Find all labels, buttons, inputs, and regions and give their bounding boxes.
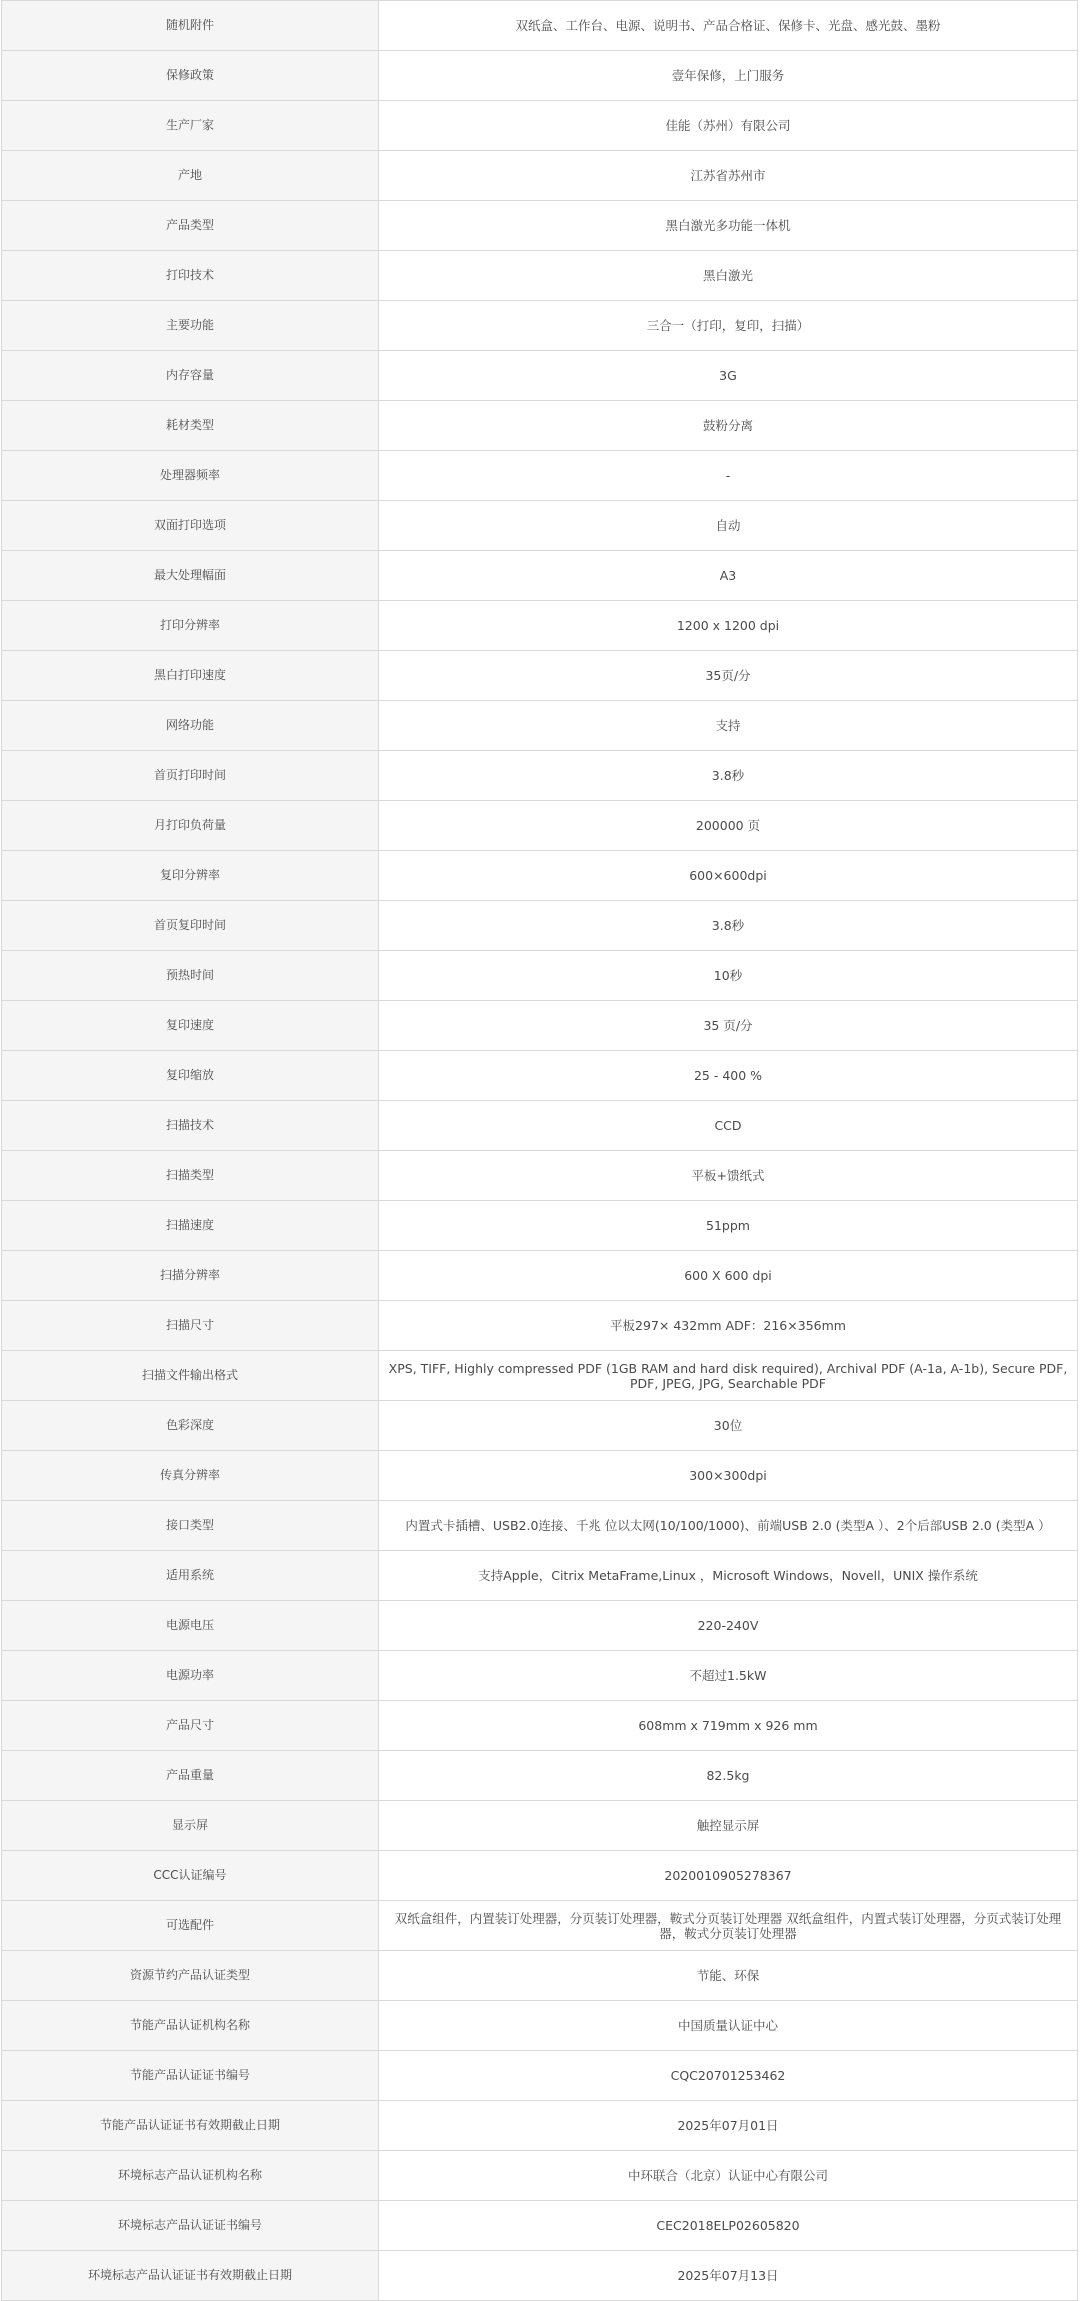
spec-row <box>2 801 1078 851</box>
spec-row <box>2 651 1078 701</box>
spec-row <box>2 1401 1078 1451</box>
spec-row <box>2 551 1078 601</box>
spec-label: 扫描类型 <box>2 1151 379 1201</box>
spec-row <box>2 2051 1078 2101</box>
spec-row <box>2 601 1078 651</box>
spec-row <box>2 201 1078 251</box>
spec-row <box>2 751 1078 801</box>
spec-value: 支持 <box>379 701 1078 751</box>
spec-label: 节能产品认证证书编号 <box>2 2051 379 2101</box>
spec-label: 环境标志产品认证机构名称 <box>2 2151 379 2201</box>
spec-value: 平板+馈纸式 <box>379 1151 1078 1201</box>
spec-value: A3 <box>379 551 1078 601</box>
spec-label: 最大处理幅面 <box>2 551 379 601</box>
spec-label: 产地 <box>2 151 379 201</box>
spec-row <box>2 401 1078 451</box>
spec-label: 主要功能 <box>2 301 379 351</box>
spec-row <box>2 251 1078 301</box>
spec-value: 黑白激光多功能一体机 <box>379 201 1078 251</box>
spec-value: - <box>379 451 1078 501</box>
spec-value: 中国质量认证中心 <box>379 2001 1078 2051</box>
spec-label: 资源节约产品认证类型 <box>2 1951 379 2001</box>
spec-label: 黑白打印速度 <box>2 651 379 701</box>
spec-row <box>2 2251 1078 2301</box>
spec-row <box>2 901 1078 951</box>
spec-row <box>2 1 1078 51</box>
spec-value: 3.8秒 <box>379 901 1078 951</box>
spec-value: 内置式卡插槽、USB2.0连接、千兆 位以太网(10/100/1000)、前端USB 2.0 (类型A ）、2个后部USB 2.0 (类型A ） <box>379 1501 1078 1551</box>
spec-value: 不超过1.5kW <box>379 1651 1078 1701</box>
spec-label: 节能产品认证机构名称 <box>2 2001 379 2051</box>
spec-row <box>2 351 1078 401</box>
spec-row <box>2 301 1078 351</box>
spec-label: 电源电压 <box>2 1601 379 1651</box>
spec-value: 佳能（苏州）有限公司 <box>379 101 1078 151</box>
spec-row <box>2 451 1078 501</box>
spec-row <box>2 1001 1078 1051</box>
spec-label: 显示屏 <box>2 1801 379 1851</box>
spec-table-body <box>2 1 1078 2301</box>
spec-label: 节能产品认证证书有效期截止日期 <box>2 2101 379 2151</box>
spec-label: 复印缩放 <box>2 1051 379 1101</box>
spec-label: 电源功率 <box>2 1651 379 1701</box>
spec-label: 首页复印时间 <box>2 901 379 951</box>
spec-row <box>2 101 1078 151</box>
spec-label: 接口类型 <box>2 1501 379 1551</box>
spec-row <box>2 2101 1078 2151</box>
spec-value: 3.8秒 <box>379 751 1078 801</box>
spec-row <box>2 1351 1078 1401</box>
spec-value: 平板297× 432mm ADF：216×356mm <box>379 1301 1078 1351</box>
spec-row <box>2 1251 1078 1301</box>
spec-value: 30位 <box>379 1401 1078 1451</box>
spec-row <box>2 2151 1078 2201</box>
spec-row <box>2 1801 1078 1851</box>
spec-value: 35 页/分 <box>379 1001 1078 1051</box>
spec-label: 环境标志产品认证证书编号 <box>2 2201 379 2251</box>
spec-label: 打印分辨率 <box>2 601 379 651</box>
spec-row <box>2 1501 1078 1551</box>
spec-label: 扫描尺寸 <box>2 1301 379 1351</box>
spec-row <box>2 1651 1078 1701</box>
spec-label: 复印速度 <box>2 1001 379 1051</box>
spec-label: 扫描文件输出格式 <box>2 1351 379 1401</box>
spec-label: 适用系统 <box>2 1551 379 1601</box>
spec-value: 壹年保修，上门服务 <box>379 51 1078 101</box>
spec-label: 处理器频率 <box>2 451 379 501</box>
spec-value: 中环联合（北京）认证中心有限公司 <box>379 2151 1078 2201</box>
spec-label: 产品重量 <box>2 1751 379 1801</box>
spec-value: CEC2018ELP02605820 <box>379 2201 1078 2251</box>
spec-label: 月打印负荷量 <box>2 801 379 851</box>
spec-label: 环境标志产品认证证书有效期截止日期 <box>2 2251 379 2301</box>
spec-label: 色彩深度 <box>2 1401 379 1451</box>
spec-row <box>2 151 1078 201</box>
spec-value: 51ppm <box>379 1201 1078 1251</box>
spec-row <box>2 1151 1078 1201</box>
spec-label: 扫描速度 <box>2 1201 379 1251</box>
spec-label: 产品类型 <box>2 201 379 251</box>
spec-row <box>2 1551 1078 1601</box>
spec-label: 预热时间 <box>2 951 379 1001</box>
spec-label: 打印技术 <box>2 251 379 301</box>
spec-label: 扫描分辨率 <box>2 1251 379 1301</box>
spec-label: 耗材类型 <box>2 401 379 451</box>
spec-value: CQC20701253462 <box>379 2051 1078 2101</box>
spec-value: 1200 x 1200 dpi <box>379 601 1078 651</box>
spec-row <box>2 851 1078 901</box>
spec-label: CCC认证编号 <box>2 1851 379 1901</box>
spec-row <box>2 1601 1078 1651</box>
spec-label: 可选配件 <box>2 1901 379 1951</box>
spec-value: 双纸盒组件，内置装订处理器，分页装订处理器，鞍式分页装订处理器 双纸盒组件，内置式装订处理器，分页式装订处理器，鞍式分页装订处理器 <box>379 1901 1078 1951</box>
spec-label: 扫描技术 <box>2 1101 379 1151</box>
spec-label: 随机附件 <box>2 1 379 51</box>
spec-row <box>2 1751 1078 1801</box>
spec-value: 300×300dpi <box>379 1451 1078 1501</box>
spec-label: 产品尺寸 <box>2 1701 379 1751</box>
spec-value: 10秒 <box>379 951 1078 1001</box>
spec-value: 江苏省苏州市 <box>379 151 1078 201</box>
spec-value: CCD <box>379 1101 1078 1151</box>
spec-value: 鼓粉分离 <box>379 401 1078 451</box>
spec-label: 生产厂家 <box>2 101 379 151</box>
spec-row <box>2 1851 1078 1901</box>
spec-value: 608mm x 719mm x 926 mm <box>379 1701 1078 1751</box>
spec-label: 保修政策 <box>2 51 379 101</box>
spec-value: 82.5kg <box>379 1751 1078 1801</box>
spec-value: 2025年07月13日 <box>379 2251 1078 2301</box>
spec-value: 节能、环保 <box>379 1951 1078 2001</box>
spec-row <box>2 501 1078 551</box>
spec-value: 35页/分 <box>379 651 1078 701</box>
spec-value: 触控显示屏 <box>379 1801 1078 1851</box>
spec-value: 三合一（打印，复印，扫描） <box>379 301 1078 351</box>
spec-row <box>2 1701 1078 1751</box>
spec-row <box>2 1301 1078 1351</box>
spec-value: 自动 <box>379 501 1078 551</box>
spec-label: 内存容量 <box>2 351 379 401</box>
spec-row <box>2 1201 1078 1251</box>
spec-label: 网络功能 <box>2 701 379 751</box>
spec-row <box>2 701 1078 751</box>
spec-value: 600 X 600 dpi <box>379 1251 1078 1301</box>
spec-row <box>2 1101 1078 1151</box>
spec-label: 复印分辨率 <box>2 851 379 901</box>
spec-value: 2025年07月01日 <box>379 2101 1078 2151</box>
spec-row <box>2 2201 1078 2251</box>
spec-row <box>2 951 1078 1001</box>
spec-table <box>1 0 1078 2301</box>
spec-row <box>2 1451 1078 1501</box>
spec-value: 3G <box>379 351 1078 401</box>
spec-value: 双纸盒、工作台、电源、说明书、产品合格证、保修卡、光盘、感光鼓、墨粉 <box>379 1 1078 51</box>
spec-value: 支持Apple，Citrix MetaFrame,Linux ，Microsoft Windows，Novell，UNIX 操作系统 <box>379 1551 1078 1601</box>
spec-value: 200000 页 <box>379 801 1078 851</box>
spec-value: 2020010905278367 <box>379 1851 1078 1901</box>
spec-row <box>2 51 1078 101</box>
spec-value: 220-240V <box>379 1601 1078 1651</box>
spec-value: 25 - 400 % <box>379 1051 1078 1101</box>
spec-row <box>2 1951 1078 2001</box>
spec-row <box>2 1051 1078 1101</box>
spec-row <box>2 2001 1078 2051</box>
spec-label: 首页打印时间 <box>2 751 379 801</box>
spec-row <box>2 1901 1078 1951</box>
spec-value: 黑白激光 <box>379 251 1078 301</box>
spec-value: 600×600dpi <box>379 851 1078 901</box>
spec-value: XPS, TIFF, Highly compressed PDF (1GB RAM and hard disk required), Archival PDF (A-1a, A-1b), Secure PDF, PDF, JPEG, JPG, Searchable PDF <box>379 1351 1078 1401</box>
spec-label: 双面打印选项 <box>2 501 379 551</box>
spec-label: 传真分辨率 <box>2 1451 379 1501</box>
